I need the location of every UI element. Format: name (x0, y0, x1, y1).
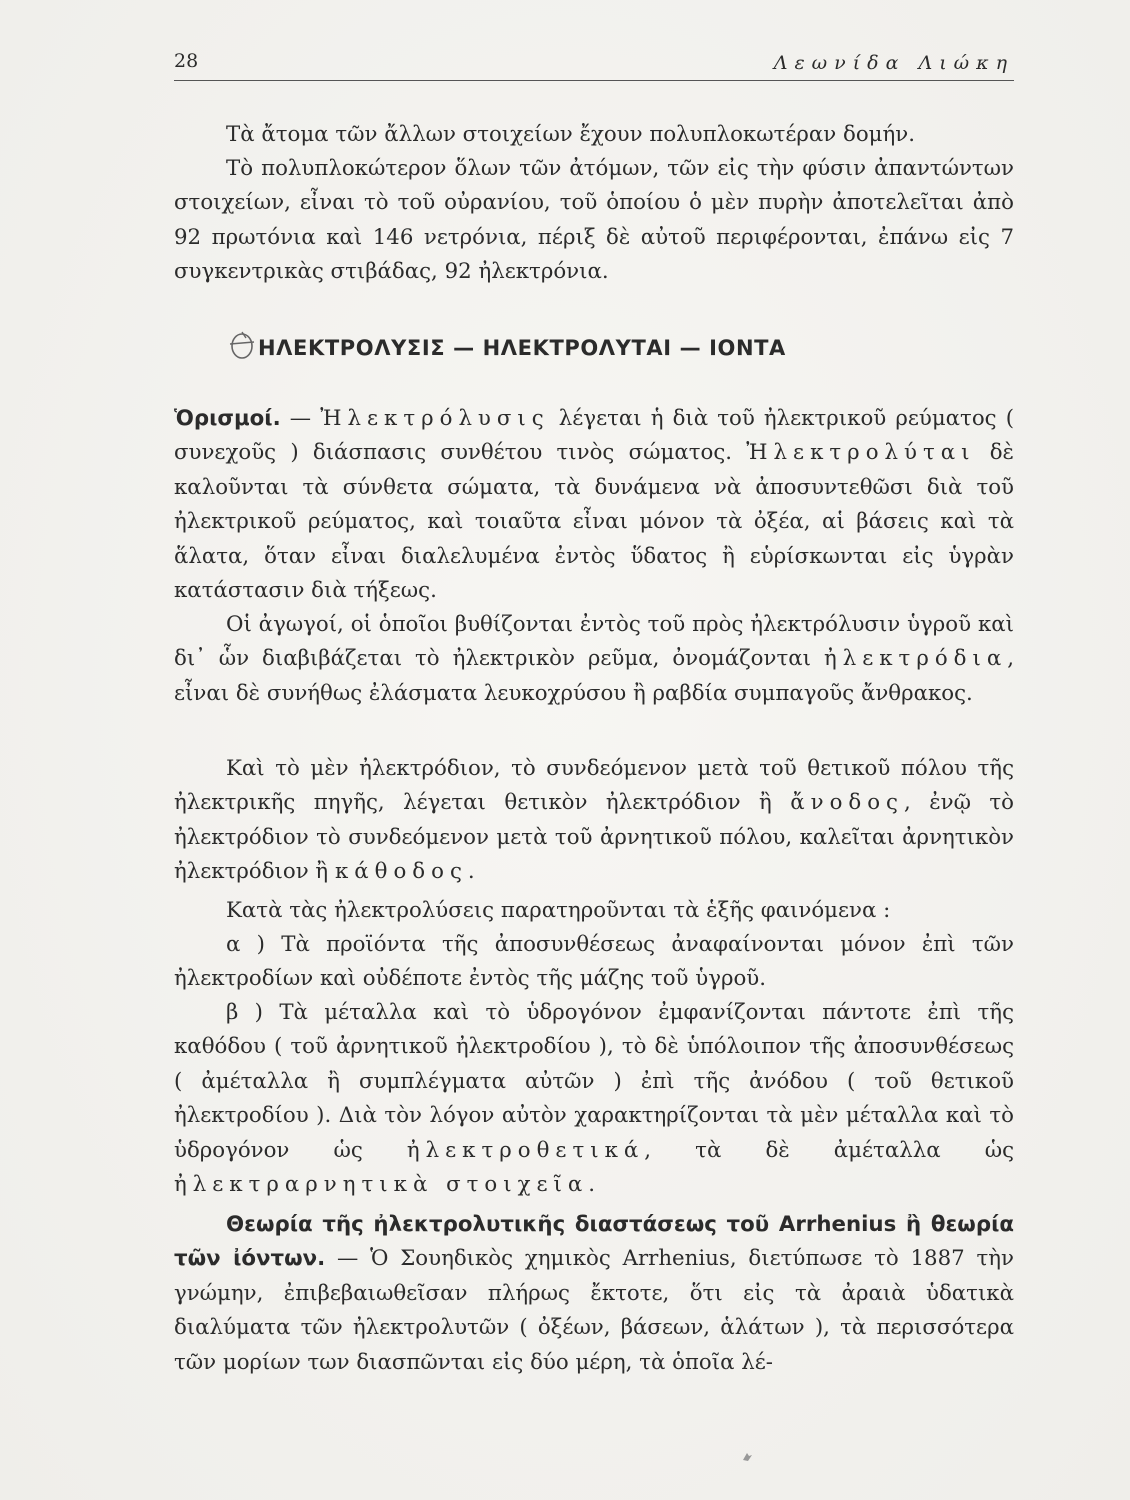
intro-paragraph-1: Τὰ ἄτομα τῶν ἄλλων στοιχείων ἔχουν πολυπλοκωτέραν δομήν. (226, 122, 915, 147)
text-run: , εἶναι δὲ συνήθως ἐλάσματα λευκοχρύσου ἢ ραβδία συμπαγοῦς ἄνθρακος. (174, 646, 1014, 706)
term-electrolytes: Ἠλεκτρολύται (746, 440, 976, 466)
text-run: — Ὁ Σουηδικὸς χημικὸς Arrhenius, διετύπωσε τὸ 1887 τὴν γνώμην, ἐπιβεβαιωθεῖσαν πλήρως ἔκτοτε, ὅτι εἰς τὰ ἀραιὰ ὑδατικὰ διαλύματα τῶν ἠλεκτρολυτῶν ( ὀξέων, βάσεων, ἁλάτων ), τὰ περισσότερα τῶν μορίων των διασπῶνται εἰς δύο μέρη, τὰ ὁποῖα λέ- (174, 1246, 1015, 1375)
definitions-paragraph (174, 402, 1014, 608)
text-run: , ἐνῷ τὸ ἠλεκτρόδιον τὸ συνδεόμενον μετὰ τοῦ ἀρνητικοῦ πόλου, καλεῖται ἀρνητικὸν ἠλεκτρόδιον ἢ (174, 790, 1014, 885)
running-head-author: Λεωνίδα Λιώκη (773, 52, 1014, 74)
term-electronegative: ἠλεκτραρνητικὰ στοιχεῖα (174, 1172, 589, 1198)
phenomenon-a: α ) Τὰ προϊόντα τῆς ἀποσυνθέσεως ἀναφαίνονται μόνον ἐπὶ τῶν ἠλεκτροδίων καὶ οὐδέποτε ἐντὸς τῆς μάζης τοῦ ὑγροῦ. (174, 932, 1014, 992)
text-run: β ) Τὰ μέταλλα καὶ τὸ ὑδρογόνον ἐμφανίζονται πάντοτε ἐπὶ τῆς καθόδου ( τοῦ ἀρνητικοῦ ἠλεκτροδίου ), τὸ δὲ ὑπόλοιπον τῆς ἀποσυνθέσεως ( ἀμέταλλα ἢ συμπλέγματα αὐτῶν ) ἐπὶ τῆς ἀνόδου ( τοῦ θετικοῦ ἠλεκτροδίου ). Διὰ τὸν λόγον αὐτὸν χαρακτηρίζονται τὰ μὲν μέταλλα καὶ τὸ ὑδρογόνον ὡς (174, 1000, 1014, 1163)
term-electrolysis: Ἠλεκτρόλυσις (320, 406, 550, 431)
definitions-lead: Ὁρισμοί. (174, 406, 281, 431)
phenomena-intro: Κατὰ τὰς ἠλεκτρολύσεις παρατηροῦνται τὰ ἑξῆς φαινόμενα : (226, 898, 891, 923)
text-run: , τὰ δὲ ἀμέταλλα ὡς (644, 1137, 1014, 1163)
term-cathode: κάθοδος (334, 859, 468, 885)
text-run: Οἱ ἀγωγοί, οἱ ὁποῖοι βυθίζονται ἐντὸς τοῦ πρὸς ἠλεκτρόλυσιν ὑγροῦ καὶ δι᾽ ὧν διαβιβάζεται τὸ ἠλεκτρικὸν ρεῦμα, ὀνομάζονται (174, 612, 1014, 672)
paper-speck-icon (740, 1450, 754, 1464)
term-anode: ἄνοδος (790, 790, 904, 816)
text-run: — (280, 406, 321, 431)
page-header (174, 46, 1014, 81)
text-run: λέγεται ἡ διὰ τοῦ ἠλεκτρικοῦ ρεύματος ( συνεχοῦς ) διάσπασις συνθέτου τινὸς σώματος. (174, 406, 1015, 466)
term-electrodes: ἠλεκτρόδια (823, 646, 1008, 672)
section-heading: ΗΛΕΚΤΡΟΛΥΣΙΣ — ΗΛΕΚΤΡΟΛΥΤΑΙ — ΙΟΝΤΑ (258, 336, 786, 360)
text-run: δὲ καλοῦνται τὰ σύνθετα σώματα, τὰ δυνάμενα νὰ ἀποσυντεθῶσι διὰ τοῦ ἠλεκτρικοῦ ρεύματος, καὶ τοιαῦτα εἶναι μόνον τὰ ὀξέα, αἱ βάσεις καὶ τὰ ἅλατα, ὅταν εἶναι διαλελυμένα ἐντὸς ὕδατος ἢ εὑρίσκωνται εἰς ὑγρὰν κατάστασιν διὰ τήξεως. (174, 440, 1014, 604)
anode-cathode-paragraph (174, 752, 1014, 890)
page-number: 28 (174, 50, 199, 72)
arrhenius-paragraph (174, 1208, 1014, 1380)
text-run: . (588, 1172, 596, 1198)
term-electropositive: ἠλεκτροθετικά (406, 1137, 645, 1163)
text-run: . (467, 859, 475, 885)
text-run: Καὶ τὸ μὲν ἠλεκτρόδιον, τὸ συνδεόμενον μετὰ τοῦ θετικοῦ πόλου τῆς ἠλεκτρικῆς πηγῆς, λέγεται θετικὸν ἠλεκτρόδιον ἢ (174, 756, 1014, 816)
handwritten-theta-mark-icon (228, 330, 256, 360)
phenomenon-b (174, 996, 1014, 1202)
intro-paragraph-2: Τὸ πολυπλοκώτερον ὅλων τῶν ἀτόμων, τῶν εἰς τὴν φύσιν ἀπαντώντων στοιχείων, εἶναι τὸ τοῦ οὐρανίου, τοῦ ὁποίου ὁ μὲν πυρὴν ἀποτελεῖται ἀπὸ 92 πρωτόνια καὶ 146 νετρόνια, πέριξ δὲ αὐτοῦ περιφέρονται, ἐπάνω εἰς 7 συγκεντρικὰς στιβάδας, 92 ἠλεκτρόνια. (174, 156, 1014, 285)
arrhenius-heading: Θεωρία τῆς ἠλεκτρολυτικῆς διαστάσεως τοῦ Arrhenius ἢ θεωρία τῶν ἰόντων. (174, 1212, 1014, 1272)
electrodes-paragraph (174, 608, 1014, 711)
